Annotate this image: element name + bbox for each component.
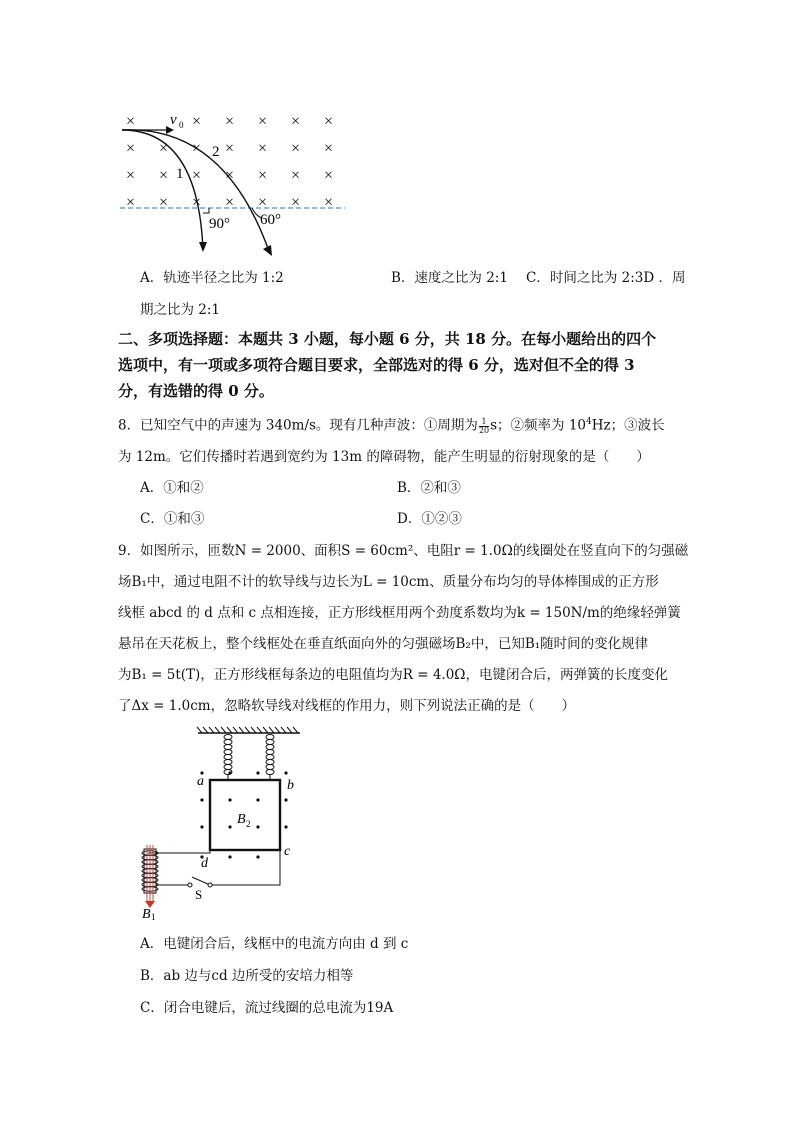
field-cross-mark: × — [258, 167, 268, 184]
field-cross-mark: × — [258, 194, 268, 211]
field-cross-mark: × — [324, 167, 334, 184]
field-cross-mark: × — [126, 194, 136, 211]
field-cross-mark: × — [126, 140, 136, 157]
q8-stem-line1: 8．已知空气中的声速为 340m/s。现有几种声波：①周期为 $\frac{1}{20}$ s；②频率为 $10^4Hz$；③波长 — [118, 416, 665, 435]
q9-stem-line4: 悬吊在天花板上，整个线框处在垂直纸面向外的匀强磁场B₂中，已知B₁随时间的变化规律 — [118, 636, 649, 652]
field-cross-mark: × — [324, 194, 334, 211]
q8-option-c: C．①和③ — [140, 511, 205, 527]
angle-90-label: 90° — [209, 216, 230, 232]
q7-option-d-cont: 期之比为 2:1 — [140, 302, 221, 318]
field-cross-mark: × — [192, 194, 202, 211]
field-cross-mark: × — [291, 194, 301, 211]
v0-sub: 0 — [179, 120, 184, 130]
label-B2-sub: 2 — [246, 819, 251, 829]
field-cross-mark: × — [258, 113, 268, 130]
label-c: c — [284, 844, 291, 859]
spring-right — [266, 735, 274, 781]
q9-stem-line6: 了Δx = 1.0cm，忽略软导线对线框的作用力，则下列说法正确的是（ ） — [118, 698, 576, 714]
ceiling-hatching — [197, 727, 298, 733]
field-cross-mark: × — [225, 140, 235, 157]
period-fraction: $\frac{1}{20}$ — [478, 416, 490, 435]
q9-option-a: A．电键闭合后，线框中的电流方向由 d 到 c — [140, 936, 409, 952]
q9-stem-line3: 线框 abcd 的 d 点和 c 点相连接，正方形线框用两个劲度系数均为k = 150N/m的绝缘轻弹簧 — [118, 605, 681, 621]
figure-circuit — [130, 725, 310, 920]
track-1-label: 1 — [176, 166, 184, 182]
label-B2: B — [237, 812, 246, 827]
q8-option-a: A．①和② — [140, 480, 204, 496]
field-cross-mark: × — [225, 113, 235, 130]
label-d: d — [201, 856, 208, 871]
field-cross-mark: × — [324, 113, 334, 130]
q8-stem-line2: 为 12m。它们传播时若遇到宽约为 13m 的障碍物，能产生明显的衍射现象的是（ ） — [118, 449, 650, 465]
label-B1: B — [142, 907, 151, 920]
field-crosses — [126, 113, 333, 211]
field-cross-mark: × — [225, 167, 235, 184]
field-cross-mark: × — [126, 113, 136, 130]
field-cross-mark: × — [159, 194, 169, 211]
label-S: S — [195, 887, 203, 902]
field-cross-mark: × — [225, 194, 235, 211]
track-2-label: 2 — [212, 144, 220, 160]
field-cross-mark: × — [324, 140, 334, 157]
right-angle-mark — [203, 208, 209, 213]
v0-label: v — [170, 112, 177, 128]
label-B1-sub: 1 — [151, 912, 156, 920]
field-cross-mark: × — [192, 167, 202, 184]
section2-heading-line2: 选项中，有一项或多项符合题目要求，全部选对的得 6 分，选对但不全的得 3 — [118, 356, 635, 374]
q7-option-b: B．速度之比为 2:1 — [391, 270, 508, 286]
field-cross-mark: × — [291, 140, 301, 157]
angle-60-label: 60° — [260, 212, 281, 228]
track-2 — [122, 130, 270, 254]
section2-heading-line1: 二、多项选择题：本题共 3 小题，每小题 6 分，共 18 分。在每小题给出的四个 — [118, 330, 657, 348]
switch-blade — [192, 877, 210, 885]
label-b: b — [287, 778, 294, 793]
label-a: a — [197, 774, 204, 789]
field-cross-mark: × — [291, 167, 301, 184]
figure-magnetic-field-tracks — [110, 100, 360, 260]
q9-option-b: B．ab 边与cd 边所受的安培力相等 — [140, 968, 354, 984]
section2-heading-line3: 分，有选错的得 0 分。 — [118, 382, 274, 400]
switch-contact-2 — [188, 883, 192, 887]
track-1-arrow — [199, 242, 207, 252]
q9-stem-line5: 为B₁ = 5t(T)，正方形线框每条边的电阻值均为R = 4.0Ω，电键闭合后，两弹簧的长度变化 — [118, 667, 668, 683]
B1-arrows — [147, 845, 153, 903]
field-cross-mark: × — [192, 113, 202, 130]
switch-contact-1 — [208, 883, 212, 887]
field-cross-mark: × — [258, 140, 268, 157]
field-cross-mark: × — [159, 167, 169, 184]
q9-option-c: C．闭合电键后，流过线圈的总电流为19A — [140, 1000, 394, 1016]
field-cross-mark: × — [126, 167, 136, 184]
q7-option-c: C．时间之比为 2:3D ．周 — [526, 270, 686, 286]
q8-option-d: D．①②③ — [397, 511, 462, 527]
field-cross-mark: × — [159, 140, 169, 157]
q9-stem-line2: 场B₁中，通过电阻不计的软导线与边长为L = 10cm、质量分布均匀的导体棒围成的正方形 — [118, 574, 659, 590]
field-cross-mark: × — [291, 113, 301, 130]
field-cross-mark: × — [192, 140, 202, 157]
q9-stem-line1: 9．如图所示，匝数N = 2000、面积S = 60cm²、电阻r = 1.0Ω的线圈处在竖直向下的匀强磁 — [118, 543, 689, 559]
wire-to-c — [210, 850, 280, 885]
q7-option-a: A．轨迹半径之比为 1:2 — [140, 270, 284, 286]
q8-option-b: B．②和③ — [397, 480, 461, 496]
